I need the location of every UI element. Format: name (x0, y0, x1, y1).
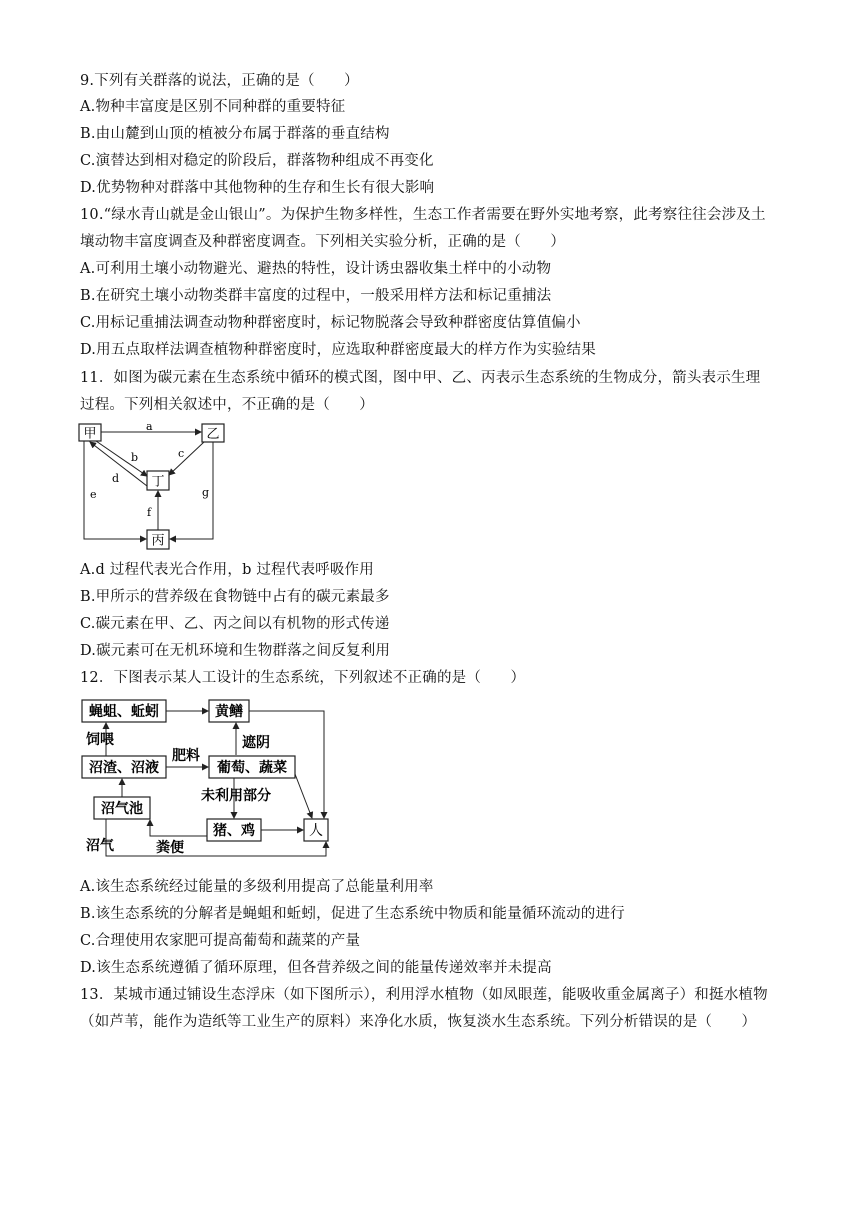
box-grape-veg-label: 葡萄、蔬菜 (217, 760, 287, 776)
q10-stem-line2: 壤动物丰富度调查及种群密度调查。下列相关实验分析，正确的是（ ） (80, 234, 566, 250)
q13-stem-line1: 13．某城市通过铺设生态浮床（如下图所示），利用浮水植物（如凤眼莲，能吸收重金属离子）和挺水植物 (80, 987, 768, 1003)
q12-option-a: A.该生态系统经过能量的多级利用提高了总能量利用率 (80, 879, 434, 895)
q10-option-d: D.用五点取样法调查植物种群密度时，应选取种群密度最大的样方作为实验结果 (80, 342, 596, 358)
box-eel (209, 700, 249, 722)
label-feed: 饲喂 (86, 732, 114, 748)
q11-option-a: A.d 过程代表光合作用，b 过程代表呼吸作用 (80, 562, 374, 578)
box-biogas-pool (94, 797, 150, 819)
arrow-e-label: e (90, 488, 97, 501)
arrow-grape-person (295, 774, 312, 818)
box-person-label: 人 (309, 823, 323, 839)
q12-stem: 12．下图表示某人工设计的生态系统，下列叙述不正确的是（ ） (80, 670, 526, 686)
box-grape-veg (209, 756, 295, 778)
box-biogas-pool-label: 沼气池 (101, 801, 143, 817)
q9-option-a: A.物种丰富度是区别不同种群的重要特征 (80, 99, 346, 115)
label-biogas: 沼气 (86, 838, 114, 854)
node-bing (147, 530, 169, 549)
arrow-d-label: d (112, 472, 120, 485)
carbon-cycle-diagram (76, 420, 236, 552)
q10-option-c: C.用标记重捕法调查动物种群密度时，标记物脱落会导致种群密度估算值偏小 (80, 315, 581, 331)
box-person (304, 819, 328, 841)
node-yi (202, 424, 224, 442)
q9-option-c: C.演替达到相对稳定的阶段后，群落物种组成不再变化 (80, 153, 434, 169)
node-ding (147, 471, 169, 490)
box-eel-label: 黄鳝 (215, 704, 243, 720)
box-fly-worm (82, 700, 166, 722)
box-residue (82, 756, 166, 778)
label-unused: 未利用部分 (201, 788, 271, 804)
q10-option-a: A.可利用土壤小动物避光、避热的特性，设计诱虫器收集土样中的小动物 (80, 261, 552, 277)
box-pig-chicken-label: 猪、鸡 (213, 823, 255, 839)
node-yi-label: 乙 (206, 427, 220, 442)
node-ding-label: 丁 (151, 474, 165, 490)
q11-option-d: D.碳元素可在无机环境和生物群落之间反复利用 (80, 643, 391, 659)
q12-option-d: D.该生态系统遵循了循环原理，但各营养级之间的能量传递效率并未提高 (80, 960, 552, 976)
arrow-g-label: g (202, 486, 210, 499)
arrow-b-label: b (131, 451, 139, 464)
arrow-c-label: c (178, 447, 185, 460)
label-manure: 粪便 (156, 840, 184, 856)
q9-stem: 9.下列有关群落的说法，正确的是（ ） (80, 73, 359, 89)
q9-option-b: B.由山麓到山顶的植被分布属于群落的垂直结构 (80, 126, 390, 142)
label-shade: 遮阴 (242, 735, 270, 751)
box-pig-chicken (207, 819, 261, 841)
node-jia (79, 424, 101, 442)
q12-option-c: C.合理使用农家肥可提高葡萄和蔬菜的产量 (80, 933, 361, 949)
q11-option-c: C.碳元素在甲、乙、丙之间以有机物的形式传递 (80, 616, 390, 632)
q11-stem-line2: 过程。下列相关叙述中，不正确的是（ ） (80, 397, 374, 413)
q11-stem-line1: 11．如图为碳元素在生态系统中循环的模式图，图中甲、乙、丙表示生态系统的生物成分，箭头表示生理 (80, 370, 761, 386)
box-residue-label: 沼渣、沼液 (89, 760, 159, 776)
q12-option-b: B.该生态系统的分解者是蝇蛆和蚯蚓，促进了生态系统中物质和能量循环流动的进行 (80, 906, 625, 922)
q11-option-b: B.甲所示的营养级在食物链中占有的碳元素最多 (80, 589, 390, 605)
box-fly-worm-label: 蝇蛆、蚯蚓 (89, 704, 159, 720)
arrow-c (169, 442, 204, 475)
q13-stem-line2: （如芦苇，能作为造纸等工业生产的原料）来净化水质，恢复淡水生态系统。下列分析错误的是（ ） (80, 1014, 757, 1030)
ecosystem-diagram (76, 696, 346, 866)
arrow-f-label: f (147, 506, 152, 519)
arrow-manure (150, 820, 207, 836)
node-bing-label: 丙 (151, 533, 165, 549)
label-fertilizer: 肥料 (172, 748, 200, 764)
q10-option-b: B.在研究土壤小动物类群丰富度的过程中，一般采用样方法和标记重捕法 (80, 288, 552, 304)
arrow-a-label: a (146, 420, 153, 433)
node-jia-label: 甲 (83, 426, 97, 442)
q9-option-d: D.优势物种对群落中其他物种的生存和生长有很大影响 (80, 180, 435, 196)
arrow-b (96, 441, 147, 476)
q10-stem-line1: 10.“绿水青山就是金山银山”。为保护生物多样性，生态工作者需要在野外实地考察，此考察往往会涉及土 (80, 207, 766, 223)
